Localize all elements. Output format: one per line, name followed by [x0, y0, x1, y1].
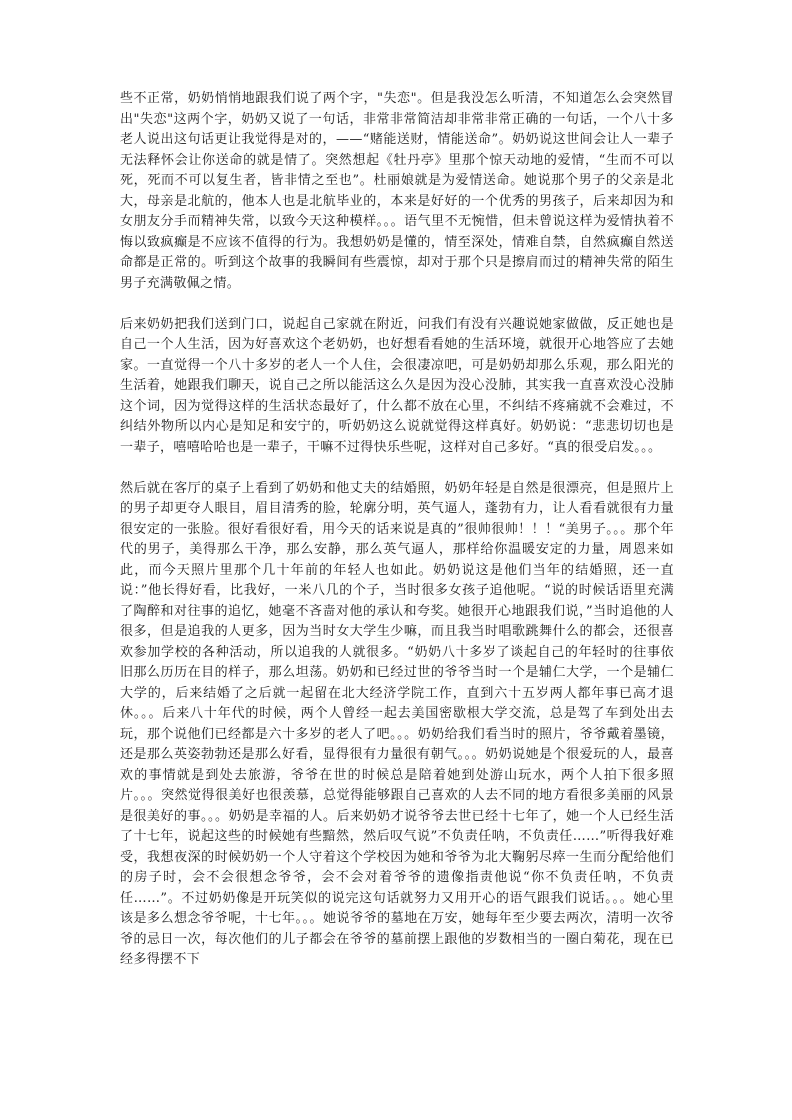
paragraph-2: 后来奶奶把我们送到门口，说起自己家就在附近，问我们有没有兴趣说她家做做，反正她也是自己一个人生活，因为好喜欢这个老奶奶，也好想看看她的生活环境，就很开心地答应了去她家。一直觉得一个八十多岁的老人一个人住，会很凄凉吧，可是奶奶却那么乐观，那么阳光的生活着，她跟我们聊天，说自己之所以能活这么久是因为没心没肺，其实我一直喜欢没心没肺这个词，因为觉得这样的生活状态最好了，什么都不放在心里，不纠结不疼痛就不会难过，不纠结外物所以内心是知足和安宁的，听奶奶这么说就觉得这样真好。奶奶说：“悲悲切切也是一辈子，嘻嘻哈哈也是一辈子，干嘛不过得快乐些呢，这样对自己多好。“真的很受启发。。。: [120, 316, 674, 455]
document-page: [120, 89, 674, 971]
paragraph-1: 些不正常，奶奶悄悄地跟我们说了两个字，"失恋"。但是我没怎么听清，不知道怎么会突然冒出"失恋"这两个字，奶奶又说了一句话，非常非常简洁却非常非常正确的一句话，一个八十多老人说出这句话更让我觉得是对的，——“赌能送财，情能送命”。奶奶说这世间会让人一辈子无法释怀会让你送命的就是情了。突然想起《牡丹亭》里那个惊天动地的爱情，“生而不可以死，死而不可以复生者，皆非情之至也”。杜丽娘就是为爱情送命。她说那个男子的父亲是北大，母亲是北航的，他本人也是北航毕业的，本来是好好的一个优秀的男孩子，后来却因为和女朋友分手而精神失常，以致今天这种模样。。。语气里不无惋惜，但未曾说这样为爱情执着不悔以致疯癫是不应该不值得的行为。我想奶奶是懂的，情至深处，情难自禁，自然疯癫自然送命都是正常的。听到这个故事的我瞬间有些震惊，却对于那个只是擦肩而过的精神失常的陌生男子充满敬佩之情。: [120, 91, 674, 291]
paragraph-3: 然后就在客厅的桌子上看到了奶奶和他丈夫的结婚照，奶奶年轻是自然是很漂亮，但是照片上的男子却更夺人眼目，眉目清秀的脸，轮廓分明，英气逼人，蓬勃有力，让人看看就很有力量很安定的一张脸。很好看很好看，用今天的话来说是真的”很帅很帅！！！“美男子。。。那个年代的男子，美得那么干净，那么安静，那么英气逼人，那样给你温暖安定的力量，周恩来如此，而今天照片里那个几十年前的年轻人也如此。奶奶说这是他们当年的结婚照，还一直说：”他长得好看，比我好，一米八几的个子，当时很多女孩子追他呢。“说的时候话语里充满了陶醉和对往事的追忆，她毫不吝啬对他的承认和夸奖。她很开心地跟我们说，”当时追他的人很多，但是追我的人更多，因为当时女大学生少嘛，而且我当时唱歌跳舞什么的都会，还很喜欢参加学校的各种活动，所以追我的人就很多。“奶奶八十多岁了谈起自己的年轻时的往事依旧那么历历在目的样子，那么坦荡。奶奶和已经过世的爷爷当时一个是辅仁大学，一个是辅仁大学的，后来结婚了之后就一起留在北大经济学院工作，直到六十五岁两人都年事已高才退休。。。后来八十年代的时候，两个人曾经一起去美国密歇根大学交流，总是驾了车到处出去玩，那个说他们已经都是六十多岁的老人了吧。。。奶奶给我们看当时的照片，爷爷戴着墨镜，还是那么英姿勃勃还是那么好看，显得很有力量很有朝气。。。奶奶说她是个很爱玩的人，最喜欢的事情就是到处去旅游，爷爷在世的时候总是陪着她到处游山玩水，两个人拍下很多照片。。。突然觉得很美好也很羡慕，总觉得能够跟自己喜欢的人去不同的地方看很多美丽的风景是很美好的事。。。奶奶是幸福的人。后来奶奶才说爷爷去世已经十七年了，她一个人已经生活了十七年，说起这些的时候她有些黯然，然后叹气说”不负责任呐，不负责任……”听得我好难受，我想夜深的时候奶奶一个人守着这个学校因为她和爷爷为北大鞠躬尽瘁一生而分配给他们的房子时，会不会很想念爷爷，会不会对着爷爷的遗像指责他说“你不负责任呐，不负责任……”。不过奶奶像是开玩笑似的说完这句话就努力又用开心的语气跟我们说话。。。她心里该是多么想念爷爷呢，十七年。。。她说爷爷的墓地在万安，她每年至少要去两次，清明一次爷爷的忌日一次，每次他们的儿子都会在爷爷的墓前摆上跟他的岁数相当的一圈白菊花，现在已经多得摆不下: [120, 480, 674, 967]
